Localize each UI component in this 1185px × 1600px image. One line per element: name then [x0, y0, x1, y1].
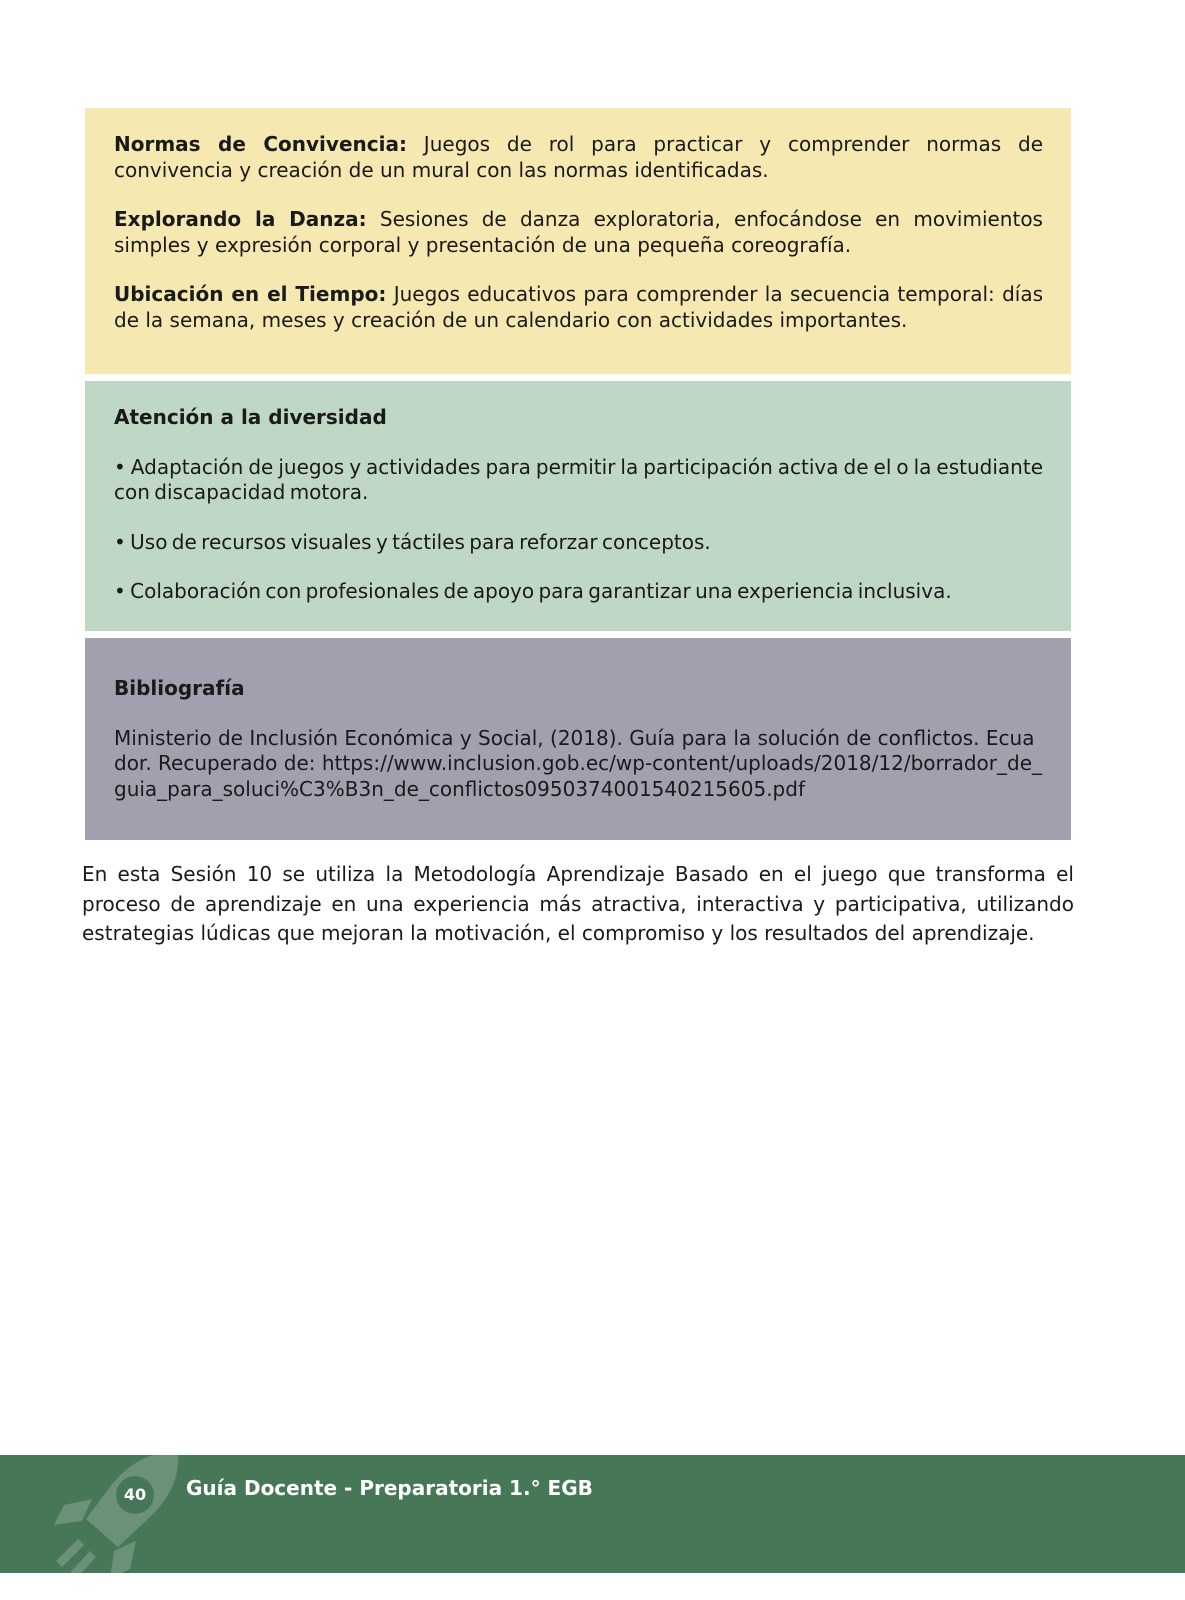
activity-text: Juegos de rol para practicar y comprender normas de convivencia y creación de un mural con las normas identificadas.: [114, 132, 1044, 182]
diversity-item: • Uso de recursos visuales y táctiles para reforzar conceptos.: [114, 529, 711, 554]
activity-text: Juegos educativos para comprender la secuencia temporal: días de la semana, meses y creación de un calendario con actividades importantes.: [114, 282, 1043, 332]
page-footer: [0, 1455, 1185, 1573]
rocket-icon: [48, 1455, 188, 1573]
activity-normas: [114, 132, 1043, 183]
bibliography-reference: Ministerio de Inclusión Económica y Social, (2018). Guía para la solución de conflictos. Ecuador. Recuperado de: https://www.inclusion.gob.ec/wp-content/uploads/2018/12/borrador_de_guia_para_soluci%C3%B3n_de_conflictos0950374001540215605.pdf: [114, 725, 1042, 801]
bibliography-title: Bibliografía: [114, 676, 245, 700]
diversity-item: • Adaptación de juegos y actividades para permitir la participación activa de el o la estudiante con discapacidad motora.: [114, 454, 1043, 504]
activity-text: Sesiones de danza exploratoria, enfocándose en movimientos simples y expresión corporal y presentación de una pequeña coreografía.: [114, 207, 1043, 257]
activity-label: Ubicación en el Tiempo:: [114, 282, 387, 306]
bibliography-box: [85, 638, 1071, 840]
activities-box: [85, 108, 1071, 374]
activity-label: Explorando la Danza:: [114, 207, 367, 231]
diversity-box: [85, 381, 1071, 631]
diversity-title: Atención a la diversidad: [114, 405, 387, 429]
activity-label: Normas de Convivencia:: [114, 132, 407, 156]
activity-tiempo: [114, 282, 1043, 333]
session-intro: En esta Sesión 10 se utiliza la Metodología Aprendizaje Basado en el juego que transforma el proceso de aprendizaje en una experiencia más atractiva, interactiva y participativa, utilizando estrategias lúdicas que mejoran la motivación, el compromiso y los resultados del aprendizaje.: [82, 862, 1074, 945]
page-number: 40: [116, 1476, 154, 1514]
activity-danza: [114, 207, 1043, 258]
footer-title: Guía Docente - Preparatoria 1.° EGB: [186, 1476, 593, 1500]
diversity-item: • Colaboración con profesionales de apoyo para garantizar una experiencia inclusiva.: [114, 579, 952, 603]
